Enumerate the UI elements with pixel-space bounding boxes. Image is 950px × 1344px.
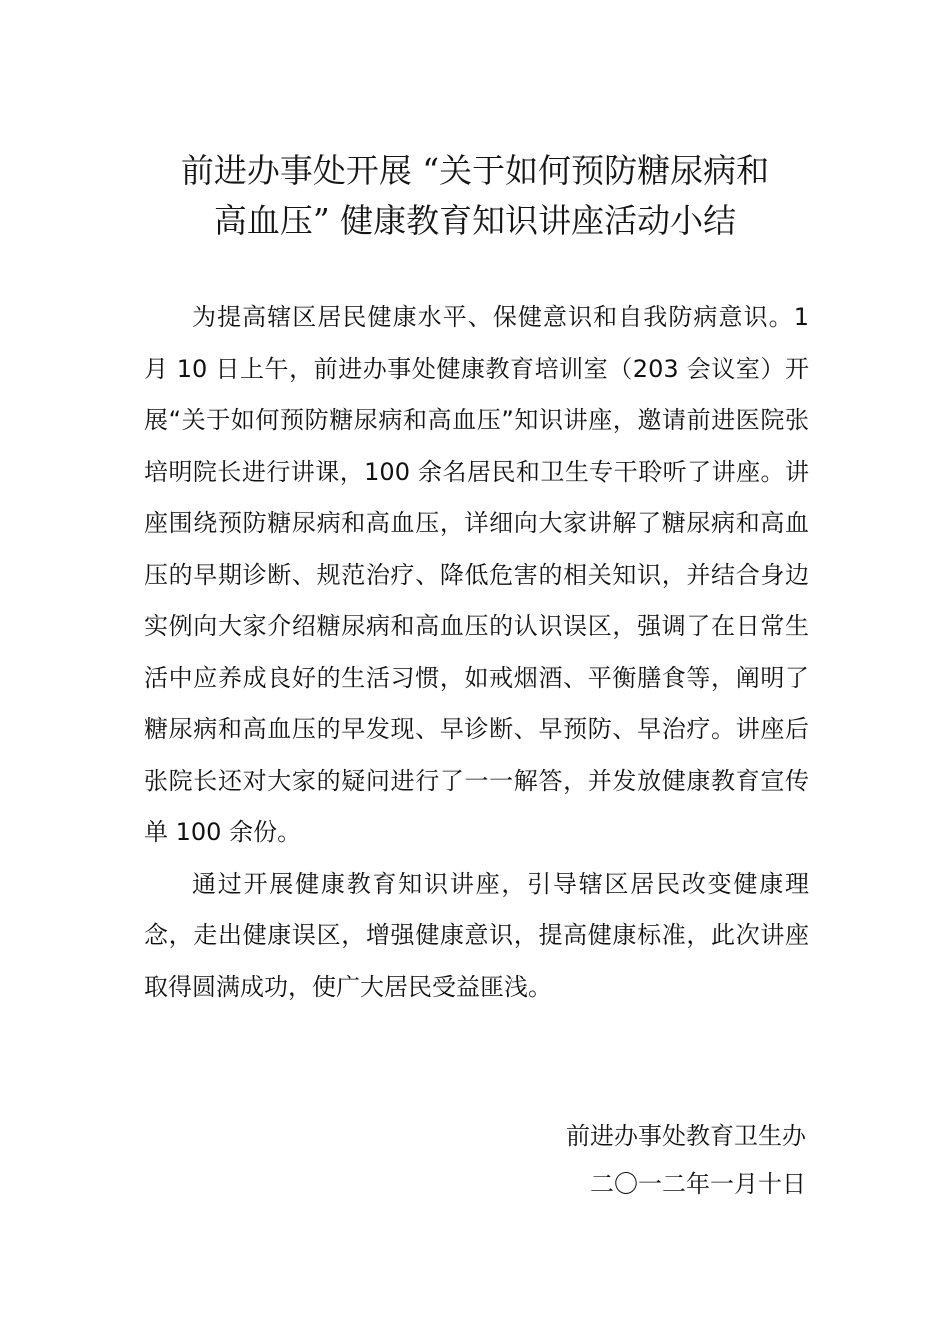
title-line-2: 高血压” 健康教育知识讲座活动小结 xyxy=(213,201,737,240)
title-line-1: 前进办事处开展 “关于如何预防糖尿病和 xyxy=(180,151,770,190)
document-title xyxy=(110,146,840,246)
signature-organization: 前进办事处教育卫生办 xyxy=(566,1122,806,1150)
signature-block xyxy=(500,1112,806,1208)
body-paragraph-1: 为提高辖区居民健康水平、保健意识和自我防病意识。1 月 10 日上午，前进办事处健康教育培训室（203 会议室）开展“关于如何预防糖尿病和高血压”知识讲座，邀请前进医院张培明院长进行讲课，100 余名居民和卫生专干聆听了讲座。讲座围绕预防糖尿病和高血压，详细向大家讲解了糖尿病和高血压的早期诊断、规范治疗、降低危害的相关知识，并结合身边实例向大家介绍糖尿病和高血压的认识误区，强调了在日常生活中应养成良好的生活习惯，如戒烟酒、平衡膳食等，阐明了糖尿病和高血压的早发现、早诊断、早预防、早治疗。讲座后张院长还对大家的疑问进行了一一解答，并发放健康教育宣传单 100 余份。 xyxy=(144,303,809,846)
document-body xyxy=(144,292,809,1013)
body-paragraph-2: 通过开展健康教育知识讲座，引导辖区居民改变健康理念，走出健康误区，增强健康意识，提高健康标准，此次讲座取得圆满成功，使广大居民受益匪浅。 xyxy=(144,869,809,1001)
signature-date: 二〇一二年一月十日 xyxy=(590,1170,806,1198)
